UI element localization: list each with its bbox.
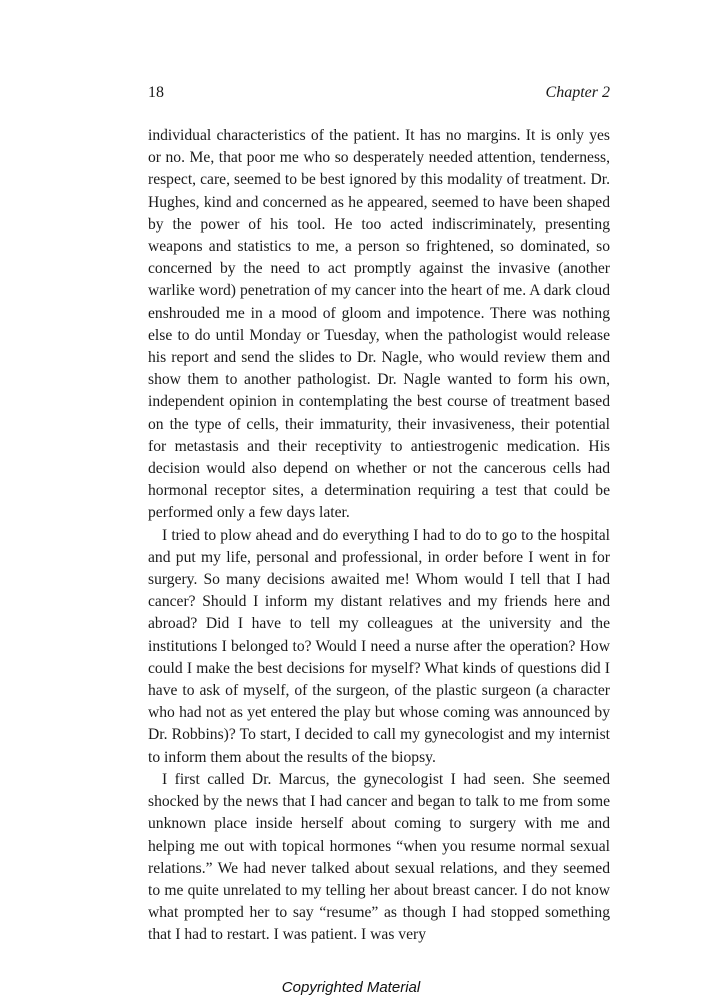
copyright-footer: Copyrighted Material bbox=[281, 979, 421, 996]
paragraph-2: I tried to plow ahead and do everything I had to do to go to the hospital and put my life, personal and professional, in order before I went in for surgery. So many decisions awaited me! Whom would I tell that I had cancer? Should I inform my distant relatives and my friends here and abroad? Did I have to tell my colleagues at the university and the institutions I belonged to? Would I need a nurse after the operation? How could I make the best decisions for myself? What kinds of questions did I have to ask of myself, of the surgeon, of the plastic surgeon (a character who had not as yet entered the play but whose coming was announced by Dr. Robbins)? To start, I decided to call my gynecologist and my internist to inform them about the results of the biopsy. bbox=[148, 526, 610, 766]
chapter-label: Chapter 2 bbox=[545, 84, 610, 101]
paragraph-1: individual characteristics of the patient. It has no margins. It is only yes or no. Me, that poor me who so desperately needed attention, tenderness, respect, care, seemed to be best ignored by this modality of treatment. Dr. Hughes, kind and concerned as he appeared, seemed to have been shaped by the power of his tool. He too acted indiscriminately, presenting weapons and statistics to me, a person so frightened, so dominated, so concerned by the need to act promptly against the invasive (another warlike word) penetration of my cancer into the heart of me. A dark cloud enshrouded me in a mood of gloom and impotence. There was nothing else to do until Monday or Tuesday, when the pathologist would release his report and send the slides to Dr. Nagle, who would review them and show them to another pathologist. Dr. Nagle wanted to form his own, independent opinion in contemplating the best course of treatment based on the type of cells, their immaturity, their invasiveness, their potential for metastasis and their receptivity to antiestrogenic medication. His decision would also depend on whether or not the cancerous cells had hormonal receptor sites, a determination requiring a test that could be performed only a few days later. bbox=[148, 127, 610, 522]
paragraph-3: I first called Dr. Marcus, the gynecologist I had seen. She seemed shocked by the news that I had cancer and began to talk to me from some unknown place inside herself about coming to surgery with me and helping me out with topical hormones “when you resume normal sexual relations.” We had never talked about sexual relations, and they seemed to me quite unrelated to my telling her about breast cancer. I do not know what prompted her to say “resume” as though I had stopped something that I had to restart. I was patient. I was very bbox=[148, 770, 610, 944]
page-body bbox=[148, 125, 610, 947]
page-number: 18 bbox=[148, 84, 164, 101]
